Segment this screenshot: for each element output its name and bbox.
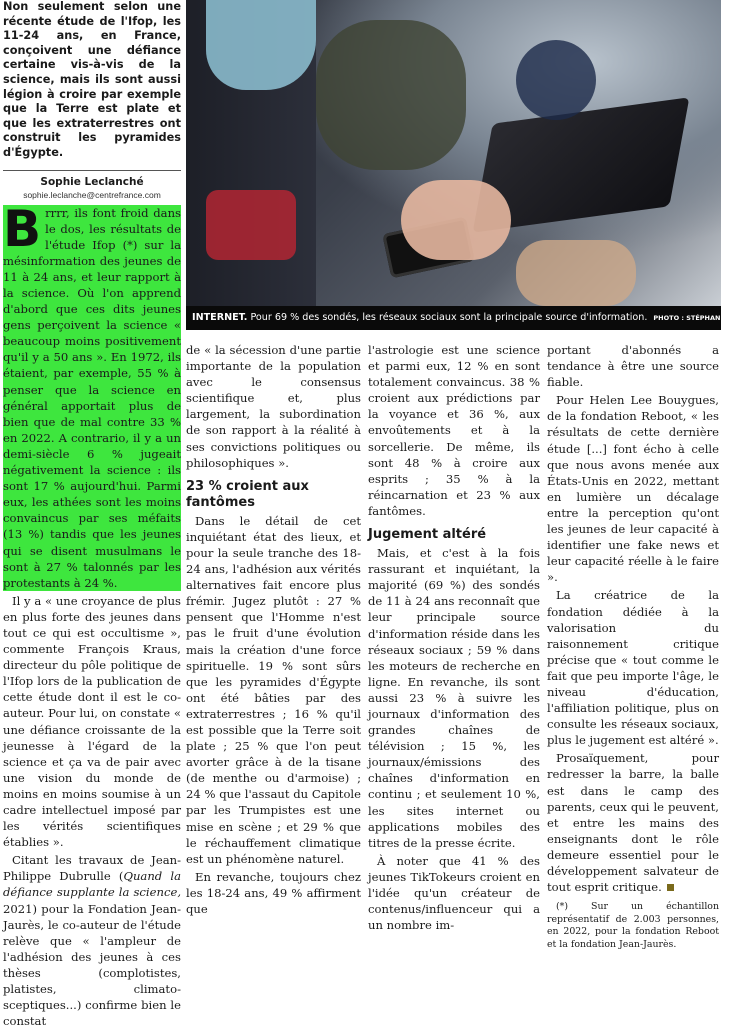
divider [3, 170, 181, 171]
text: 2021) pour la Fondation Jean-Jaurès, le co-auteur de l'étude relève que « l'ampleur de l'adhésion des jeunes à ces thèses (complotistes, platistes, climato-sceptiques...) confirme bien le constat [3, 901, 181, 1029]
lead-paragraph [3, 199, 181, 591]
paragraph-citing [3, 852, 181, 1029]
photo-credit: PHOTO : STÉPHANIE PARA [653, 314, 749, 322]
person-silhouette [316, 20, 466, 170]
text: Citant les travaux de Jean-Philippe Dubrulle ( [3, 853, 181, 884]
subheading: 23 % croient aux fantômes [186, 478, 309, 510]
lead-text: rrrr, ils font froid dans le dos, les résultats de l'étude Ifop (*) sur la mésinformation des jeunes de 11 à 24 ans, et leur rapport à la science. Où l'on apprend d'abord que ces dits jeunes gens perçoivent la science « beaucoup moins positivement qu'il y a 50 ans ». En 1972, ils étaient, par exemple, 55 % à penser que la science en général apportait plus de bien que de mal contre 33 % en 2022. A contrario, il y a un demi-siècle 6 % jugeait négativement la science : ils sont 17 % aujourd'hui. Parmi eux, les athées sont les moins convaincus par ses méfaits (13 %) tandis que les jeunes qui se disent musulmans le sont à 27 % talonnés par les protestants à 24 %. [3, 205, 181, 590]
paragraph: Mais, et c'est à la fois rassurant et inquiétant, la majorité (69 %) des sondés de 11 à 24 ans reconnaît que leur principale source d'information réside dans les réseaux sociaux ; 59 % dans les moteurs de recherche en ligne. En revanche, ils sont aussi 23 % à suivre les journaux d'information des grandes chaînes de télévision ; 15 %, les journaux/émissions des chaînes d'information en continu ; et seulement 10 %, les sites internet ou applications mobiles des titres de la presse écrite. [368, 546, 540, 850]
paragraph: de « la sécession d'une partie importante de la population avec le consensus scientifique et, plus largement, la subordination de son rapport à la réalité à ses convictions politiques ou philosophiques ». [186, 343, 361, 470]
paragraph: En revanche, toujours chez les 18-24 ans, 49 % affirment que [186, 869, 361, 916]
column-2 [186, 342, 361, 917]
paragraph: Pour Helen Lee Bouygues, de la fondation Reboot, « les résultats de cette dernière étude [...] font écho à celle que nous avons menée aux États-Unis en 2022, mettant en lumière un décalage entre la perception qu'ont les jeunes de leur capacité à identifier une fake news et leur capacité réelle à le faire ». [547, 393, 719, 585]
subheading: Jugement altéré [368, 527, 487, 543]
photo-caption [186, 306, 749, 330]
end-mark-icon [667, 884, 674, 891]
red-sleeve [206, 190, 296, 260]
paragraph: Dans le détail de cet inquiétant état des lieux, et pour la seule tranche des 18-24 ans, l'adhésion aux vérités alternatives fait encore plus frémir. Jugez plutôt : 27 % pensent que l'Homme n'est pas le fruit d'une évolution mais la création d'une force spirituelle. 19 % sont sûrs que les pyramides d'Égypte ont été bâties par des extraterrestres ; 16 % qu'il est possible que la Terre soit plate ; 25 % que l'on peut avorter grâce à de la tisane (de menthe ou d'armoise) ; 24 % que l'assaut du Capitole par les Trumpistes est une mise en scène ; et 29 % que le réchauffement climatique est un phénomène naturel. [186, 513, 361, 866]
text: Prosaïquement, pour redresser la barre, la balle est dans le camp des parents, ceux qui le peuvent, et entre les mains des enseignants dont le rôle demeure essentiel pour le développement salvateur de tout esprit critique. [547, 751, 719, 895]
column-4 [547, 342, 719, 951]
left-column [3, 0, 181, 1029]
face-mask [206, 0, 316, 90]
paragraph: La créatrice de la fondation dédiée à la valorisation du raisonnement critique précise que « tout comme le fait que peu importe l'âge, le niveau d'éducation, l'affiliation politique, plus on consulte les réseaux sociaux, plus le jugement est altéré ». [547, 588, 719, 748]
hand [401, 180, 511, 260]
shoe [516, 240, 636, 306]
caption-label: INTERNET. [192, 312, 248, 323]
article-standfirst: Non seulement selon une récente étude de l'Ifop, les 11-24 ans, en France, conçoivent une défiance certaine vis-à-vis de la science, mais ils sont aussi légion à croire par exemple que la Terre est plate et que les extraterrestres ont construit les pyramides d'Égypte. [3, 0, 181, 159]
caption-text: Pour 69 % des sondés, les réseaux sociaux sont la principale source d'information. [250, 312, 648, 323]
column-3 [368, 342, 540, 933]
footnote: (*) Sur un échantillon représentatif de 2.003 personnes, en 2022, pour la fondation Reboot et la fondation Jean-Jaurès. [547, 901, 719, 950]
drop-cap: B [3, 199, 42, 258]
person-silhouette [516, 40, 596, 120]
paragraph-final [547, 750, 719, 895]
article-photo [186, 0, 721, 306]
author-name: Sophie Leclanché [40, 175, 144, 188]
author-email[interactable]: sophie.leclanche@centrefrance.com [23, 189, 161, 200]
book-title: Quand la défiance supplante la science, [3, 869, 181, 900]
paragraph: l'astrologie est une science et parmi eux, 12 % en sont totalement convaincus. 38 % croient aux prédictions par la voyance et 36 %, aux envoûtements et à la sorcellerie. De même, ils sont 48 % à croire aux esprits ; 35 % à la réincarnation et 23 % aux fantômes. [368, 343, 540, 518]
paragraph: Il y a « une croyance de plus en plus forte des jeunes dans tout ce qui est occultisme », commente François Kraus, directeur du pôle politique de l'Ifop lors de la publication de cette étude dont il est le co-auteur. Pour lui, on constate « une défiance croissante de la jeunesse à l'égard de la science et ça va de pair avec une vision du monde de moins en moins soumise à un cadre intellectuel imposé par les vérités scientifiques établies ». [3, 593, 181, 850]
paragraph: portant d'abonnés a tendance à être une source fiable. [547, 343, 719, 390]
paragraph: À noter que 41 % des jeunes TikTokeurs croient en l'idée qu'un créateur de contenus/influenceur qui a un nombre im- [368, 853, 540, 933]
